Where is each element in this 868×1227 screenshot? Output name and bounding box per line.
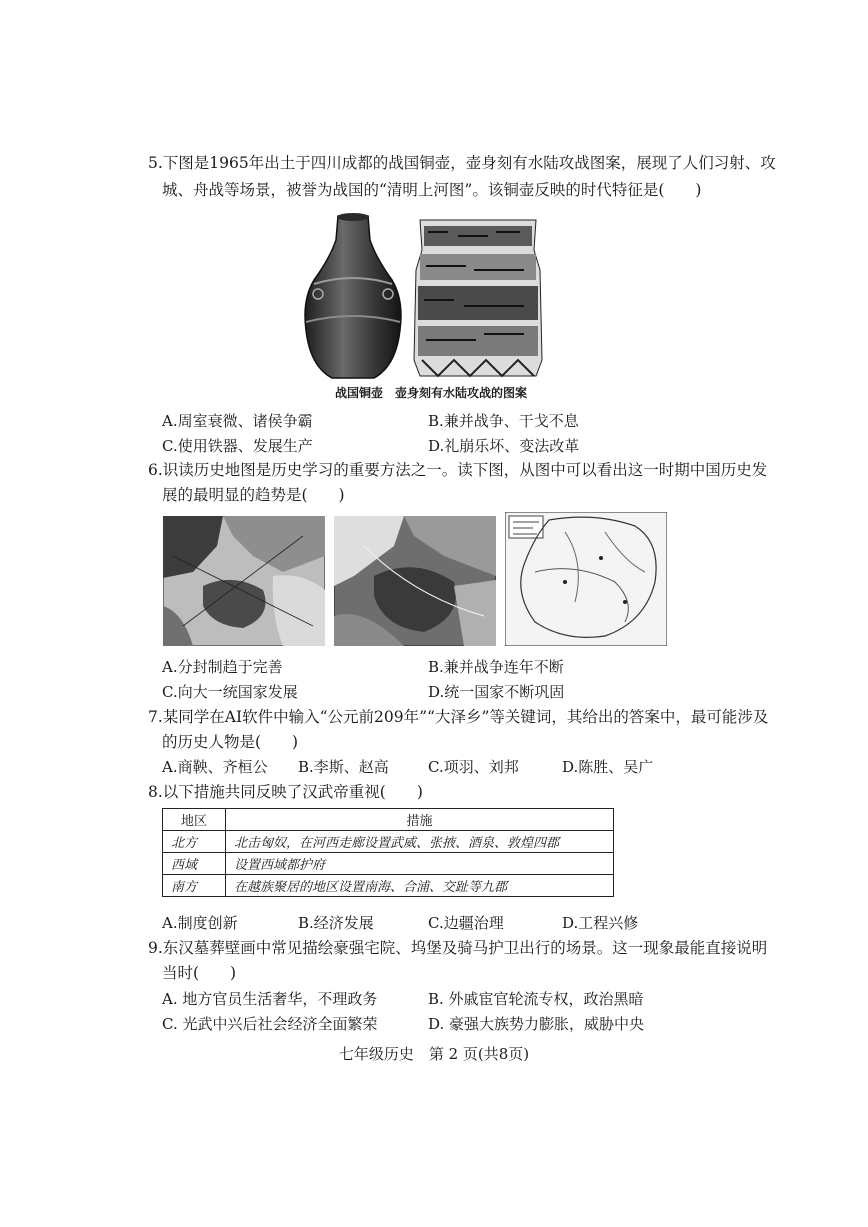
table-row <box>163 831 614 853</box>
map-2 <box>334 516 496 646</box>
engraved-battle-pattern <box>408 210 548 382</box>
region-cell: 北方 <box>163 831 226 853</box>
measures-table <box>162 808 614 897</box>
figure-caption: 战国铜壶 壶身刻有水陆攻战的图案 <box>335 386 528 400</box>
region-cell: 南方 <box>163 875 226 897</box>
header-measures: 措施 <box>226 809 614 831</box>
region-cell: 西域 <box>163 853 226 875</box>
header-region: 地区 <box>163 809 226 831</box>
page-footer: 七年级历史 第 2 页(共8页) <box>338 1045 530 1063</box>
q9-option-a[interactable]: A. 地方官员生活奢华，不理政务 <box>162 990 378 1008</box>
q7-option-c[interactable]: C.项羽、刘邦 <box>428 758 519 776</box>
table-row <box>163 875 614 897</box>
measure-cell: 设置西域都护府 <box>226 853 614 875</box>
q8-stem: 8.以下措施共同反映了汉武帝重视( ) <box>148 783 423 801</box>
q6-option-a[interactable]: A.分封制趋于完善 <box>162 658 283 676</box>
q5-option-a[interactable]: A.周室衰微、诸侯争霸 <box>162 412 313 430</box>
map-1 <box>163 516 325 646</box>
q5-option-b[interactable]: B.兼并战争、干戈不息 <box>428 412 579 430</box>
q9-stem-line1: 9.东汉墓葬壁画中常见描绘豪强宅院、坞堡及骑马护卫出行的场景。这一现象最能直接说明 <box>148 939 768 957</box>
q5-option-c[interactable]: C.使用铁器、发展生产 <box>162 437 313 455</box>
q6-stem-line2: 展的最明显的趋势是( ) <box>162 486 345 504</box>
q9-stem-line2: 当时( ) <box>162 964 237 982</box>
q5-stem-line1: 5.下图是1965年出土于四川成都的战国铜壶，壶身刻有水陆攻战图案，展现了人们习射、攻 <box>148 154 776 172</box>
q8-option-c[interactable]: C.边疆治理 <box>428 914 504 932</box>
q7-stem-line1: 7.某同学在AI软件中输入“公元前209年”“大泽乡”等关键词，其给出的答案中，最可能涉及 <box>148 708 769 726</box>
table-header-row <box>163 809 614 831</box>
q9-option-c[interactable]: C. 光武中兴后社会经济全面繁荣 <box>162 1015 378 1033</box>
q5-option-d[interactable]: D.礼崩乐坏、变法改革 <box>428 437 580 455</box>
q8-option-d[interactable]: D.工程兴修 <box>562 914 639 932</box>
map-3 <box>505 512 667 646</box>
q7-option-d[interactable]: D.陈胜、吴广 <box>562 758 654 776</box>
q6-option-b[interactable]: B.兼并战争连年不断 <box>428 658 564 676</box>
measure-cell: 北击匈奴，在河西走廊设置武威、张掖、酒泉、敦煌四郡 <box>226 831 614 853</box>
q9-option-b[interactable]: B. 外戚宦官轮流专权，政治黑暗 <box>428 990 644 1008</box>
bronze-vessel-photo <box>300 210 406 382</box>
q8-option-b[interactable]: B.经济发展 <box>298 914 374 932</box>
q6-option-d[interactable]: D.统一国家不断巩固 <box>428 683 565 701</box>
q6-option-c[interactable]: C.向大一统国家发展 <box>162 683 298 701</box>
q9-option-d[interactable]: D. 豪强大族势力膨胀，威胁中央 <box>428 1015 645 1033</box>
q7-option-b[interactable]: B.李斯、赵高 <box>298 758 389 776</box>
q6-stem-line1: 6.识读历史地图是历史学习的重要方法之一。读下图，从图中可以看出这一时期中国历史发 <box>148 461 768 479</box>
q5-stem-line2: 城、舟战等场景，被誉为战国的“清明上河图”。该铜壶反映的时代特征是( ) <box>162 181 702 199</box>
q7-option-a[interactable]: A.商鞅、齐桓公 <box>162 758 268 776</box>
measure-cell: 在越族聚居的地区设置南海、合浦、交趾等九郡 <box>226 875 614 897</box>
q8-option-a[interactable]: A.制度创新 <box>162 914 238 932</box>
q7-stem-line2: 的历史人物是( ) <box>162 733 299 751</box>
table-row <box>163 853 614 875</box>
